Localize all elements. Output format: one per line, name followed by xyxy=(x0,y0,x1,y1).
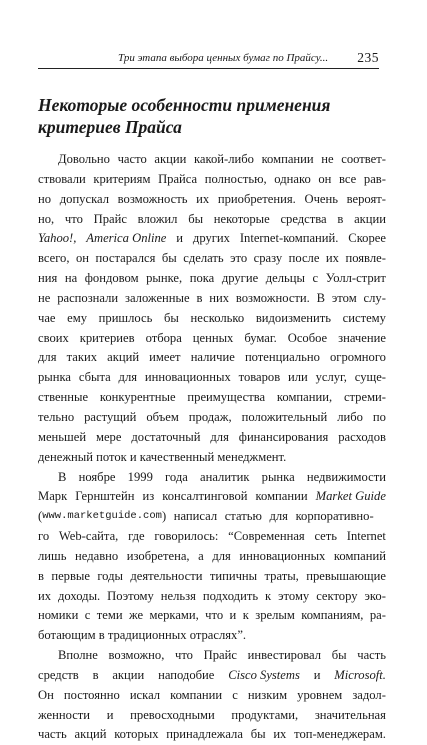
word: ра- xyxy=(369,608,386,623)
word: изобретена, xyxy=(126,548,190,563)
word: для xyxy=(118,370,138,385)
word: заложенные xyxy=(124,290,190,305)
word: где xyxy=(128,529,145,544)
word: на xyxy=(64,271,78,286)
text-line xyxy=(38,408,386,428)
word: с xyxy=(84,608,91,623)
word: компаниям, xyxy=(301,608,364,623)
word: женности xyxy=(38,707,91,722)
word: В xyxy=(316,290,326,305)
word: Yahoo!, xyxy=(38,231,77,246)
text-line xyxy=(38,706,386,726)
word: Microsoft. xyxy=(334,667,386,682)
word: искал xyxy=(129,687,161,702)
word: наличие xyxy=(190,350,235,365)
word: акций xyxy=(74,727,107,742)
word: тельно xyxy=(38,409,75,424)
word: потенциально xyxy=(244,350,320,365)
word: другие xyxy=(221,271,259,286)
word: товаров xyxy=(238,370,281,385)
word: рынка xyxy=(38,370,72,385)
text-line xyxy=(38,587,386,607)
word: пришлось xyxy=(98,310,153,325)
body-text xyxy=(38,150,386,745)
page-header xyxy=(38,50,379,68)
word: мерками, xyxy=(149,608,199,623)
text-line xyxy=(38,309,386,329)
text-line xyxy=(38,646,386,666)
word: для xyxy=(210,429,229,444)
word: что xyxy=(64,211,83,226)
text-line xyxy=(38,150,386,170)
word: траты, xyxy=(264,568,299,583)
word: ствовали xyxy=(38,171,86,186)
word: по xyxy=(372,409,386,424)
word: часть xyxy=(357,648,386,663)
word: для xyxy=(212,548,231,563)
word: преимущества xyxy=(187,390,266,405)
word: топ-менеджерам. xyxy=(294,727,386,742)
word: их xyxy=(38,588,52,603)
word: Особое xyxy=(287,330,328,345)
word: средства xyxy=(280,211,327,226)
word: возможно, xyxy=(108,648,165,663)
word: которых xyxy=(114,727,159,742)
word: номики xyxy=(38,608,79,623)
word: и xyxy=(106,707,114,722)
word: продаж, xyxy=(188,409,232,424)
word: бумаг. xyxy=(244,330,277,345)
word: ) xyxy=(161,509,167,524)
word: значение xyxy=(338,330,386,345)
word: теми xyxy=(96,608,123,623)
word: Довольно xyxy=(58,152,110,166)
word: расходов xyxy=(338,429,386,444)
word: он xyxy=(76,251,90,266)
word: видоизменить xyxy=(255,310,332,325)
word: растущий xyxy=(84,409,137,424)
word: мере xyxy=(95,429,122,444)
word: постарался xyxy=(95,251,156,266)
word: средств xyxy=(38,667,79,682)
section-title-line: Некоторые особенности применения xyxy=(38,95,331,115)
word: других xyxy=(192,231,230,246)
word: акции xyxy=(112,667,145,682)
word: что xyxy=(175,648,193,663)
word: ственные xyxy=(38,390,89,405)
word: компании, xyxy=(276,390,333,405)
word: их xyxy=(196,191,210,206)
word: Очень xyxy=(304,191,338,206)
word: и xyxy=(229,608,237,623)
word: “Современная xyxy=(228,529,305,544)
text-line xyxy=(38,229,386,249)
word: принадлежала xyxy=(166,727,243,742)
word: всего, xyxy=(38,251,70,266)
word: меньшей xyxy=(38,429,87,444)
word: что xyxy=(205,608,224,623)
word: недавно xyxy=(75,548,119,563)
word: суще- xyxy=(354,370,386,385)
word: задол- xyxy=(352,687,386,702)
word: имеет xyxy=(149,350,181,365)
word: Прайс xyxy=(93,211,127,226)
word: ноябре xyxy=(78,469,116,484)
word: чае xyxy=(38,310,56,325)
text-line xyxy=(38,666,386,686)
word: 1999 xyxy=(127,469,153,484)
word: ( xyxy=(38,509,43,524)
text-line xyxy=(38,190,386,210)
word: Поэтому xyxy=(107,588,154,603)
text-line xyxy=(38,289,386,309)
word: акции xyxy=(154,152,187,166)
text-line xyxy=(38,428,386,448)
word: бы xyxy=(331,648,347,663)
word: достаточный xyxy=(131,429,201,444)
word: Вполне xyxy=(58,648,98,663)
word: же xyxy=(129,608,144,623)
word: продуктами, xyxy=(231,707,299,722)
word: аналитик xyxy=(200,469,250,484)
word: положительный xyxy=(241,409,328,424)
word: но, xyxy=(38,211,55,226)
word: сделать xyxy=(183,251,224,266)
word: в xyxy=(337,211,344,226)
word: года xyxy=(165,469,188,484)
word: Скорее xyxy=(348,231,386,246)
word: сектору xyxy=(316,588,358,603)
word: либо xyxy=(337,409,363,424)
text-line xyxy=(38,567,386,587)
word: или xyxy=(287,370,308,385)
word: дельцы xyxy=(265,271,305,286)
word: в xyxy=(38,568,44,583)
word: своих xyxy=(38,330,69,345)
word: систему xyxy=(342,310,386,325)
text-line xyxy=(38,329,386,349)
paragraph xyxy=(38,646,386,745)
word: это xyxy=(230,251,248,266)
running-head: Три этапа выбора ценных бумаг по Прайсу... xyxy=(118,52,329,64)
word: типичны xyxy=(209,568,258,583)
word: Cisco Systems xyxy=(228,667,300,682)
word: слу- xyxy=(363,290,386,305)
word: финансирования xyxy=(238,429,329,444)
text-line xyxy=(38,725,386,745)
word: приобретения. xyxy=(217,191,296,206)
word: Он xyxy=(38,687,54,702)
word: отбора xyxy=(145,330,182,345)
text-line xyxy=(38,448,386,468)
word: ботающим в традиционных отраслях”. xyxy=(38,628,247,643)
word: сбыта xyxy=(78,370,111,385)
word: распознали xyxy=(57,290,119,305)
word: не xyxy=(38,290,51,305)
word: вероят- xyxy=(346,191,386,206)
text-line xyxy=(38,249,386,269)
word: статью xyxy=(224,509,262,524)
text-line xyxy=(38,468,386,488)
word: значительная xyxy=(314,707,386,722)
word: бы xyxy=(161,251,177,266)
word: рав- xyxy=(363,171,386,186)
word: акции xyxy=(354,211,386,226)
word: инвестировал xyxy=(247,648,322,663)
word: корпоративно- xyxy=(295,509,374,524)
word: Internet-компаний. xyxy=(239,231,339,246)
word: рынке, xyxy=(146,271,183,286)
word: пока xyxy=(189,271,215,286)
word: сразу xyxy=(253,251,283,266)
word: ценных xyxy=(192,330,234,345)
word: компаний xyxy=(333,548,386,563)
word: го xyxy=(38,529,50,544)
word: стреми- xyxy=(343,390,386,405)
word: постоянно xyxy=(63,687,120,702)
word: и xyxy=(313,667,321,682)
word: недвижимости xyxy=(306,469,386,484)
word: написал xyxy=(173,509,218,524)
text-line xyxy=(38,606,386,626)
word: после xyxy=(288,251,320,266)
word: критериям xyxy=(93,171,151,186)
word: их xyxy=(325,251,339,266)
word: инновационных xyxy=(144,370,231,385)
word: к xyxy=(265,588,272,603)
word: www.marketguide.com xyxy=(42,510,162,523)
word: огромного xyxy=(330,350,386,365)
word: нельзя xyxy=(160,588,196,603)
word: с xyxy=(312,271,319,286)
word: превосходными xyxy=(130,707,215,722)
word: подходить xyxy=(202,588,259,603)
text-line xyxy=(38,547,386,567)
word: а xyxy=(198,548,204,563)
paragraph xyxy=(38,150,386,468)
word: первые xyxy=(51,568,90,583)
text-line xyxy=(38,686,386,706)
word: бы xyxy=(164,310,179,325)
text-line xyxy=(38,368,386,388)
word: денежный поток и качественный менеджмент. xyxy=(38,449,287,464)
word: часто xyxy=(117,152,147,166)
word: годы xyxy=(97,568,123,583)
word: говорилось: xyxy=(154,529,219,544)
word: низким xyxy=(247,687,288,702)
word: Market Guide xyxy=(315,489,386,504)
word: полностью, xyxy=(204,171,267,186)
word: вложил xyxy=(137,211,178,226)
word: них xyxy=(209,290,230,305)
word: возможность xyxy=(117,191,188,206)
word: Прайс xyxy=(203,648,237,663)
word: с xyxy=(232,687,238,702)
word: он xyxy=(318,171,332,186)
word: Уолл-стрит xyxy=(325,271,386,286)
word: консалтинговой xyxy=(162,489,248,504)
word: превышающие xyxy=(306,568,386,583)
text-line xyxy=(38,388,386,408)
word: инновационных xyxy=(239,548,326,563)
word: возможности. xyxy=(235,290,310,305)
text-line xyxy=(38,527,386,547)
word: компании xyxy=(255,489,308,504)
word: все xyxy=(339,171,357,186)
word: Web-сайта, xyxy=(58,529,119,544)
word: для xyxy=(38,350,57,365)
section-title xyxy=(38,94,388,138)
word: Internet xyxy=(346,529,386,544)
word: несколько xyxy=(190,310,245,325)
word: акций xyxy=(107,350,140,365)
word: бы xyxy=(188,211,204,226)
word: В xyxy=(58,469,67,484)
word: их xyxy=(273,727,287,742)
text-line xyxy=(38,487,386,507)
word: объем xyxy=(146,409,179,424)
word: рынка xyxy=(261,469,295,484)
word: ему xyxy=(67,310,88,325)
word: уровнем xyxy=(297,687,343,702)
text-line xyxy=(38,210,386,230)
word: часть xyxy=(38,727,67,742)
word: и xyxy=(176,231,184,246)
word: Марк xyxy=(38,489,68,504)
word: бы xyxy=(250,727,266,742)
word: деятельности xyxy=(130,568,203,583)
word: услуг, xyxy=(315,370,347,385)
word: какой-либо xyxy=(193,152,254,166)
word: компании xyxy=(261,152,314,166)
word: однако xyxy=(274,171,311,186)
word: конкурентные xyxy=(99,390,176,405)
word: лишь xyxy=(38,548,67,563)
word: компании xyxy=(170,687,223,702)
word: соответ- xyxy=(341,152,386,166)
text-line xyxy=(38,626,386,646)
word: сеть xyxy=(314,529,338,544)
header-rule xyxy=(38,68,379,69)
word: из xyxy=(142,489,155,504)
word: в xyxy=(92,667,99,682)
word: этому xyxy=(278,588,310,603)
word: для xyxy=(269,509,288,524)
word: Гернштейн xyxy=(75,489,135,504)
word: зрелым xyxy=(255,608,295,623)
text-line xyxy=(38,269,386,289)
word: эко- xyxy=(364,588,386,603)
word: наподобие xyxy=(158,667,215,682)
word: но xyxy=(38,191,52,206)
word: к xyxy=(242,608,249,623)
word: допускал xyxy=(59,191,109,206)
text-line xyxy=(38,348,386,368)
text-line xyxy=(38,507,386,527)
word: ния xyxy=(38,271,58,286)
section-title-line: критериев Прайса xyxy=(38,117,182,137)
word: в xyxy=(196,290,203,305)
word: критериев xyxy=(79,330,135,345)
word: не xyxy=(321,152,334,166)
word: таких xyxy=(66,350,98,365)
text-line xyxy=(38,170,386,190)
word: этом xyxy=(331,290,357,305)
word: появле- xyxy=(345,251,386,266)
word: доходы. xyxy=(58,588,101,603)
word: America Online xyxy=(86,231,167,246)
word: фондовом xyxy=(84,271,139,286)
paragraph xyxy=(38,468,386,647)
page-number: 235 xyxy=(357,50,379,65)
word: Прайса xyxy=(158,171,198,186)
word: некоторые xyxy=(213,211,270,226)
